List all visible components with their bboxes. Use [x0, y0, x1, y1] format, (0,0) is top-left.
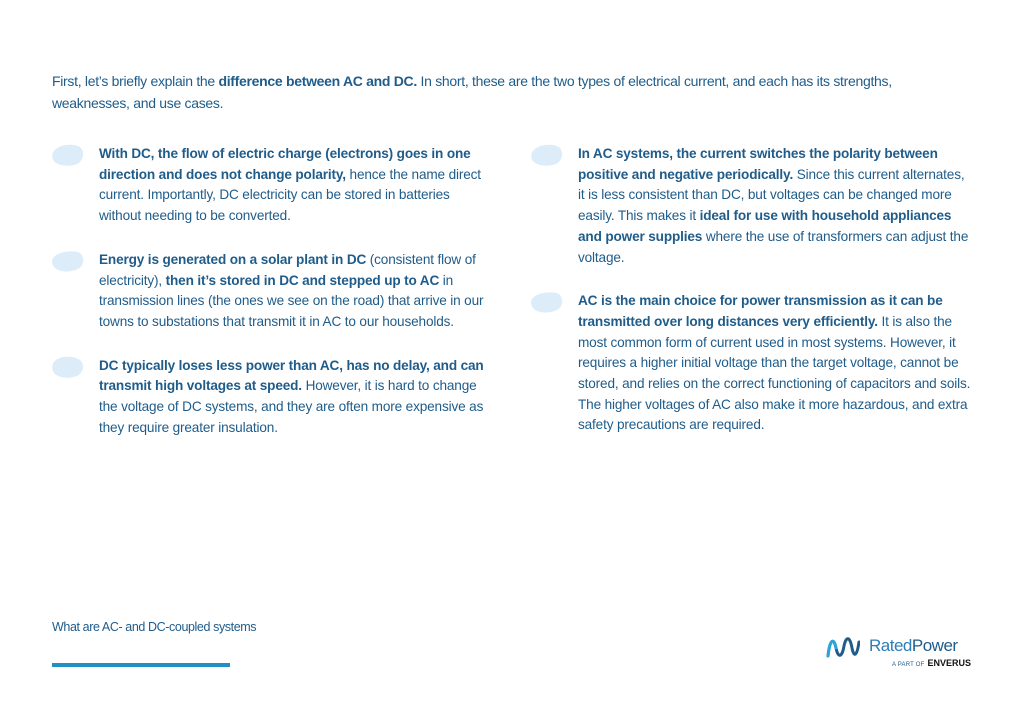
cloud-bullet-icon: [52, 356, 84, 378]
list-item: [52, 144, 492, 227]
logo-subline: A PART OF ENVERUS: [892, 658, 971, 668]
left-column: [52, 144, 492, 461]
list-item: [531, 291, 971, 436]
list-item-text: In AC systems, the current switches the polarity between positive and negative periodically. Since this current alternates, it is less consistent than DC, but voltages can be changed more easily. This makes it ideal for use with household appliances and power supplies where the use of transformers can adjust the voltage.: [578, 146, 969, 265]
wave-logo-icon: [826, 634, 860, 662]
footer-accent-line: [52, 663, 230, 667]
logo-wordmark: RatedPower: [869, 636, 958, 655]
ratedpower-logo: [826, 632, 976, 672]
list-item: [52, 356, 492, 439]
list-item-text: DC typically loses less power than AC, has no delay, and can transmit high voltages at speed. However, it is hard to change the voltage of DC systems, and they are often more expensive as they require greater insulation.: [99, 357, 484, 435]
cloud-bullet-icon: [52, 144, 84, 166]
list-item: [52, 250, 492, 333]
intro-paragraph: [52, 70, 952, 114]
intro-text-bold: difference between AC and DC.: [218, 73, 417, 89]
intro-text-pre: First, let’s briefly explain the: [52, 73, 219, 89]
footer-title: What are AC- and DC-coupled systems: [52, 620, 257, 634]
intro-text-post: In short, these are the two types of electrical current, and each has its strengths, weaknesses, and use cases.: [52, 73, 892, 111]
right-column: [531, 144, 971, 459]
list-item-text: AC is the main choice for power transmission as it can be transmitted over long distances very efficiently. It is also the most common form of current used in most systems. However, it requires a higher initial voltage than the target voltage, cannot be stored, and relies on the correct functioning of capacitors and soils. The higher voltages of AC also make it more hazardous, and extra safety precautions are required.: [578, 293, 971, 433]
list-item: [531, 144, 971, 268]
cloud-bullet-icon: [52, 250, 84, 272]
cloud-bullet-icon: [531, 291, 563, 313]
list-item-text: Energy is generated on a solar plant in DC (consistent flow of electricity), then it’s stored in DC and stepped up to AC in transmission lines (the ones we see on the road) that arrive in our towns to substations that transmit it in AC to our households.: [99, 251, 484, 329]
cloud-bullet-icon: [531, 144, 563, 166]
list-item-text: With DC, the flow of electric charge (electrons) goes in one direction and does not change polarity, hence the name direct current. Importantly, DC electricity can be stored in batteries without needing to be converted.: [99, 146, 481, 224]
